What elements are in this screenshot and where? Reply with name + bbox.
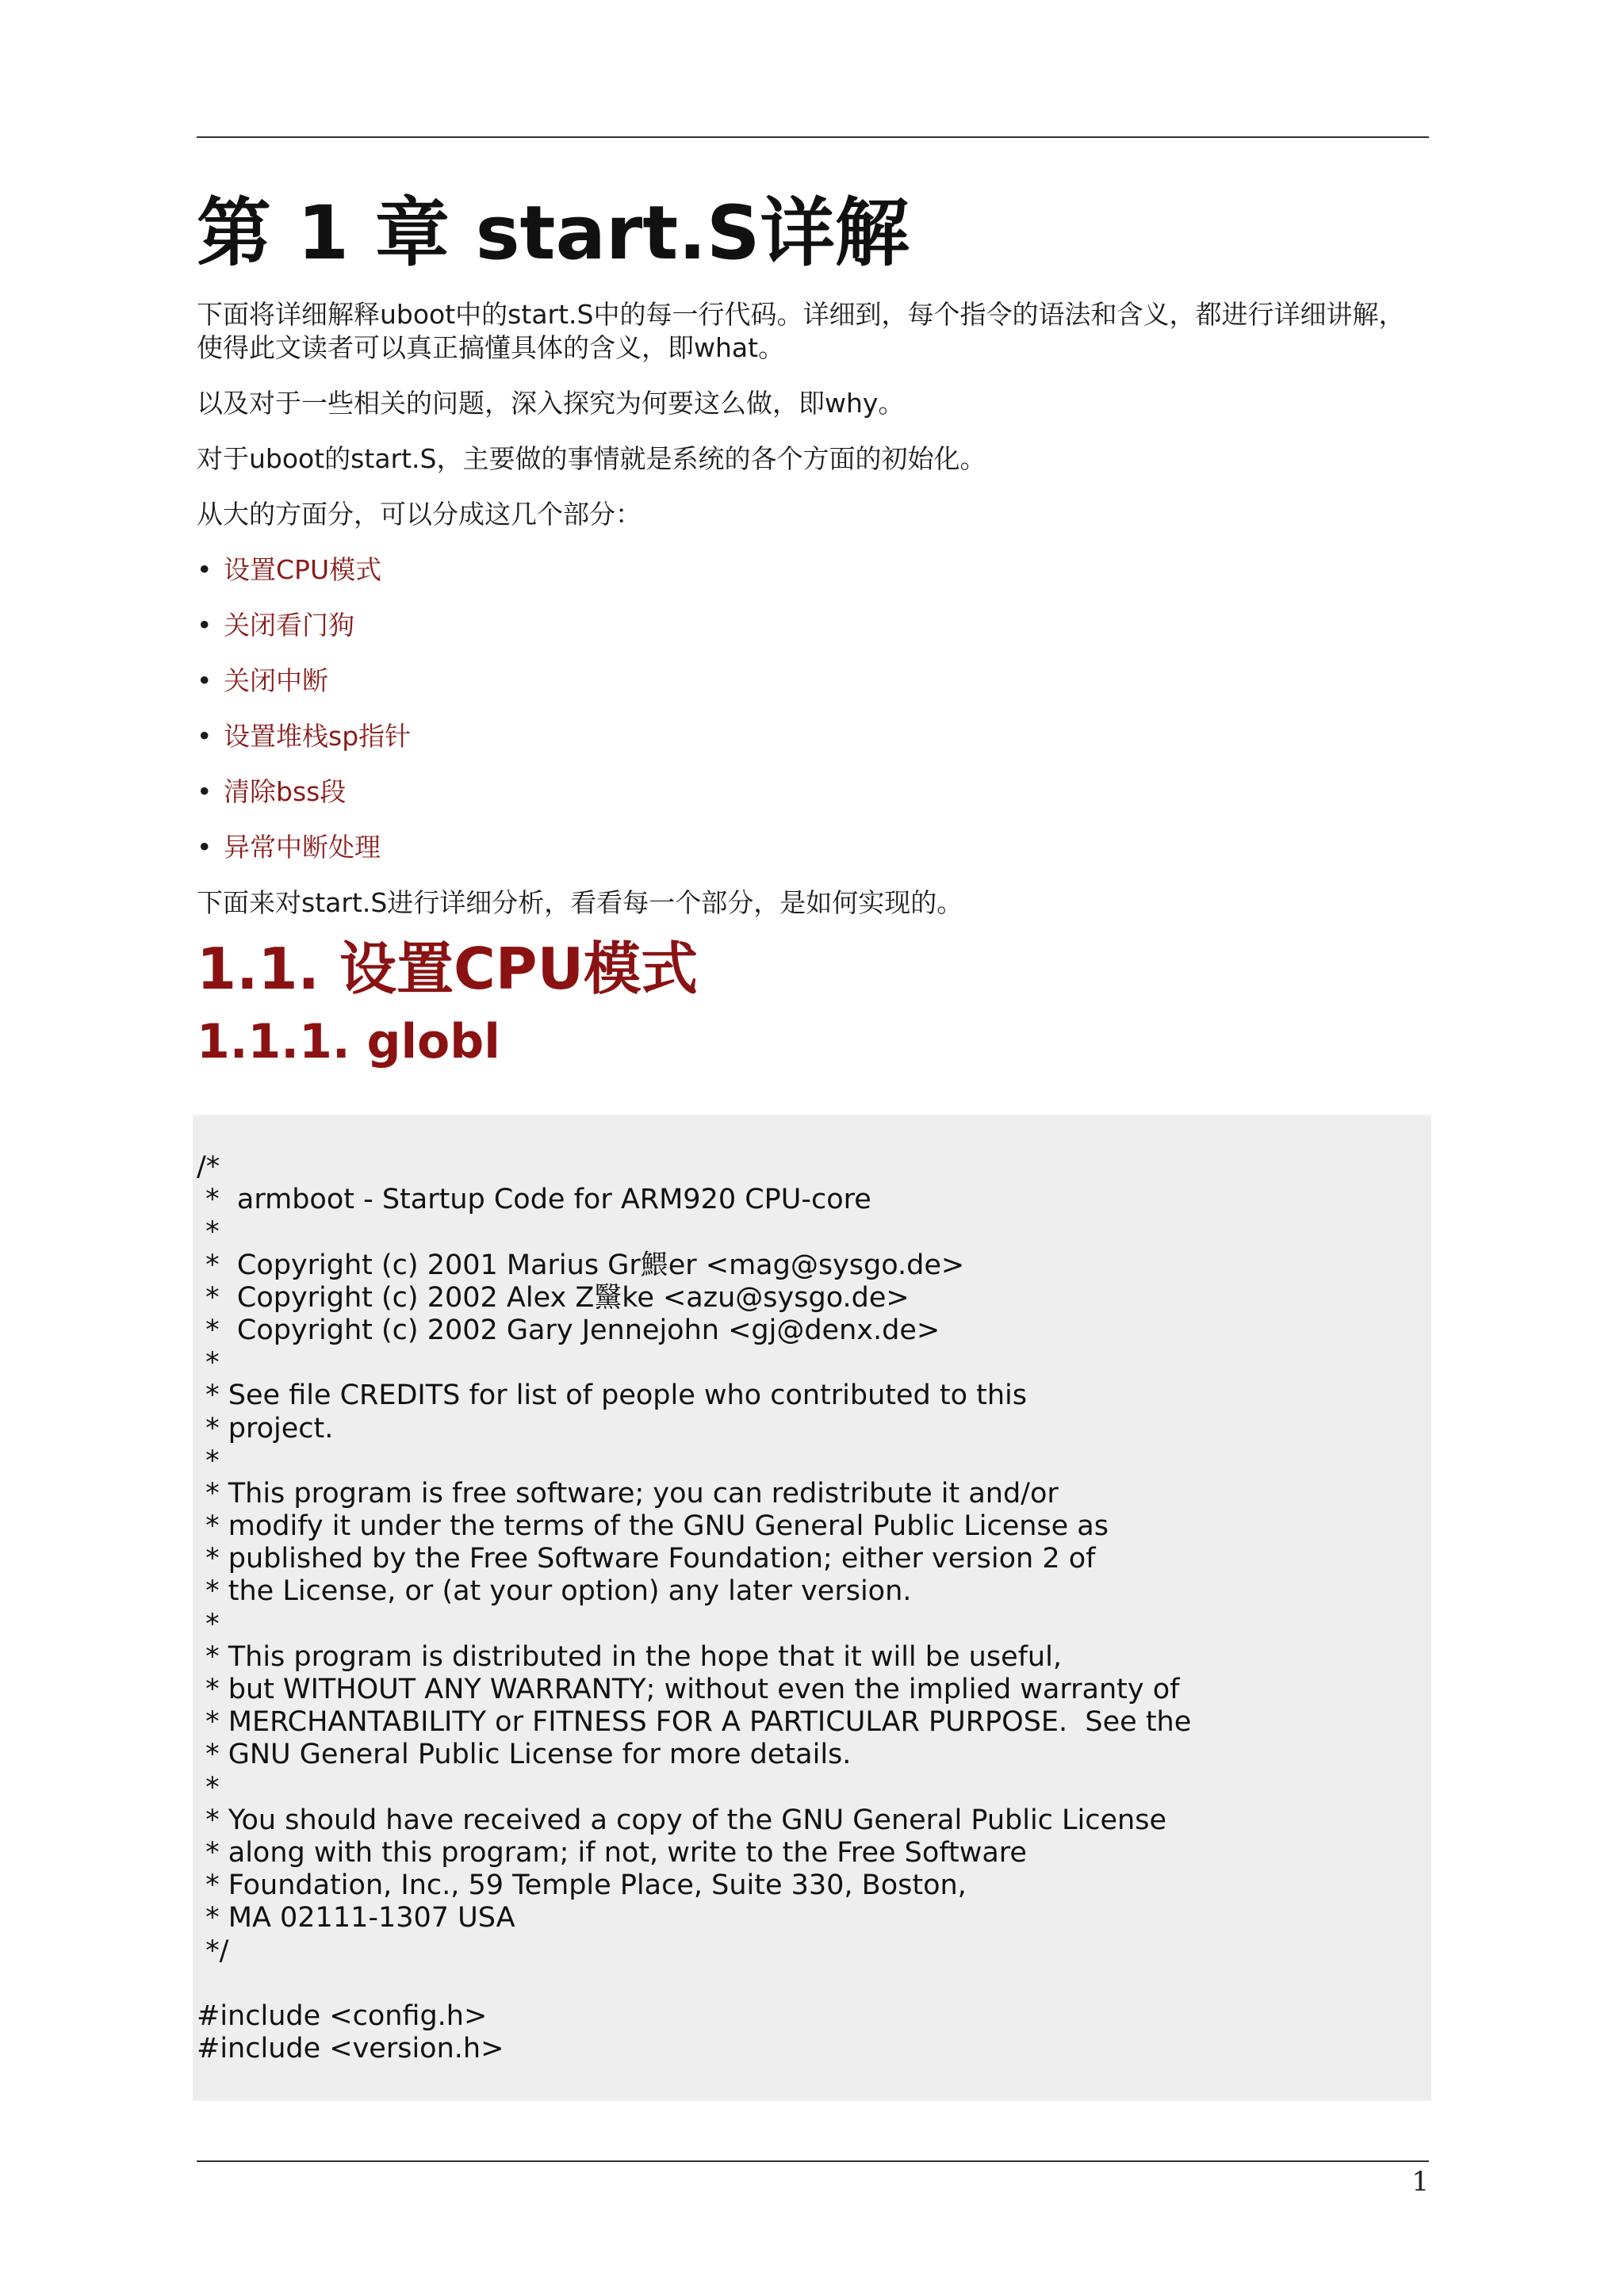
bullet-icon: • [197, 721, 213, 752]
code-line: * [197, 1608, 220, 1640]
toc-link-watchdog[interactable]: 关闭看门狗 [224, 610, 354, 641]
code-line: * Copyright (c) 2002 Gary Jennejohn <gj@denx.de> [197, 1314, 940, 1346]
code-line: * [197, 1445, 220, 1477]
bullet-icon: • [197, 832, 213, 863]
code-line: * project. [197, 1412, 334, 1445]
page-content [197, 187, 1429, 1073]
code-line [197, 1968, 1431, 2000]
header-rule [197, 136, 1429, 138]
code-line: * MERCHANTABILITY or FITNESS FOR A PARTICULAR PURPOSE. See the [197, 1706, 1192, 1739]
intro-paragraph-what: 下面将详细解释uboot中的start.S中的每一行代码。详细到，每个指令的语法和含义，都进行详细讲解，使得此文读者可以真正搞懂具体的含义，即what。 [197, 299, 1405, 363]
code-line: #include <config.h> [197, 1999, 488, 2032]
code-line: /* [197, 1151, 220, 1183]
code-line: * but WITHOUT ANY WARRANTY; without even the implied warranty of [197, 1674, 1180, 1705]
code-line: * See file CREDITS for list of people who contributed to this [197, 1380, 1028, 1412]
analysis-intro-paragraph: 下面来对start.S进行详细分析，看看每一个部分，是如何实现的。 [197, 887, 963, 918]
code-line: * armboot - Startup Code for ARM920 CPU-core [197, 1184, 871, 1216]
toc-item-bss [197, 775, 1429, 809]
code-line: * This program is free software; you can redistribute it and/or [197, 1477, 1059, 1510]
section-title: 1.1. 设置CPU模式 [197, 936, 699, 1002]
bullet-icon: • [197, 665, 213, 696]
bullet-icon: • [197, 554, 213, 585]
code-line: * [197, 1216, 220, 1249]
code-line: * This program is distributed in the hope that it will be useful, [197, 1640, 1062, 1673]
code-line: */ [197, 1934, 229, 1967]
code-line: * along with this program; if not, write to the Free Software [197, 1836, 1027, 1869]
code-line: * MA 02111-1307 USA [197, 1902, 515, 1934]
section-link-list [197, 553, 1429, 864]
toc-link-interrupts[interactable]: 关闭中断 [224, 665, 328, 696]
toc-item-watchdog [197, 609, 1429, 642]
page-number: 1 [1411, 2166, 1429, 2198]
toc-link-bss[interactable]: 清除bss段 [224, 776, 347, 807]
toc-link-stack-pointer[interactable]: 设置堆栈sp指针 [224, 721, 412, 752]
code-line: * You should have received a copy of the GNU General Public License [197, 1804, 1167, 1836]
intro-paragraph-parts: 从大的方面分，可以分成这几个部分： [197, 499, 642, 530]
code-line: * the License, or (at your option) any later version. [197, 1575, 912, 1608]
code-line: * [197, 1347, 220, 1380]
toc-item-interrupts [197, 664, 1429, 698]
footer-rule [197, 2160, 1429, 2162]
code-block [193, 1115, 1431, 2101]
code-line: * modify it under the terms of the GNU General Public License as [197, 1510, 1109, 1543]
intro-paragraph-why: 以及对于一些相关的问题，深入探究为何要这么做，即why。 [197, 388, 905, 419]
toc-link-cpu-mode[interactable]: 设置CPU模式 [224, 554, 382, 585]
code-line: * GNU General Public License for more details. [197, 1739, 852, 1771]
code-line: * Foundation, Inc., 59 Temple Place, Suite 330, Boston, [197, 1869, 967, 1902]
code-line: * [197, 1771, 220, 1804]
chapter-title: 第 1 章 start.S详解 [197, 190, 910, 277]
toc-item-cpu-mode [197, 553, 1429, 587]
code-line: #include <version.h> [197, 2033, 504, 2065]
code-line: * published by the Free Software Foundation; either version 2 of [197, 1543, 1096, 1575]
code-line: * Copyright (c) 2002 Alex Z黳ke <azu@sysgo.de> [197, 1281, 910, 1314]
toc-link-exception-handling[interactable]: 异常中断处理 [224, 832, 381, 863]
subsection-title: 1.1.1. globl [197, 1014, 500, 1070]
toc-item-stack-pointer [197, 720, 1429, 753]
code-line: * Copyright (c) 2001 Marius Gr鰃er <mag@sysgo.de> [197, 1249, 965, 1281]
intro-paragraph-purpose: 对于uboot的start.S，主要做的事情就是系统的各个方面的初始化。 [197, 443, 986, 474]
bullet-icon: • [197, 776, 213, 807]
toc-item-exception-handling [197, 831, 1429, 864]
bullet-icon: • [197, 610, 213, 641]
